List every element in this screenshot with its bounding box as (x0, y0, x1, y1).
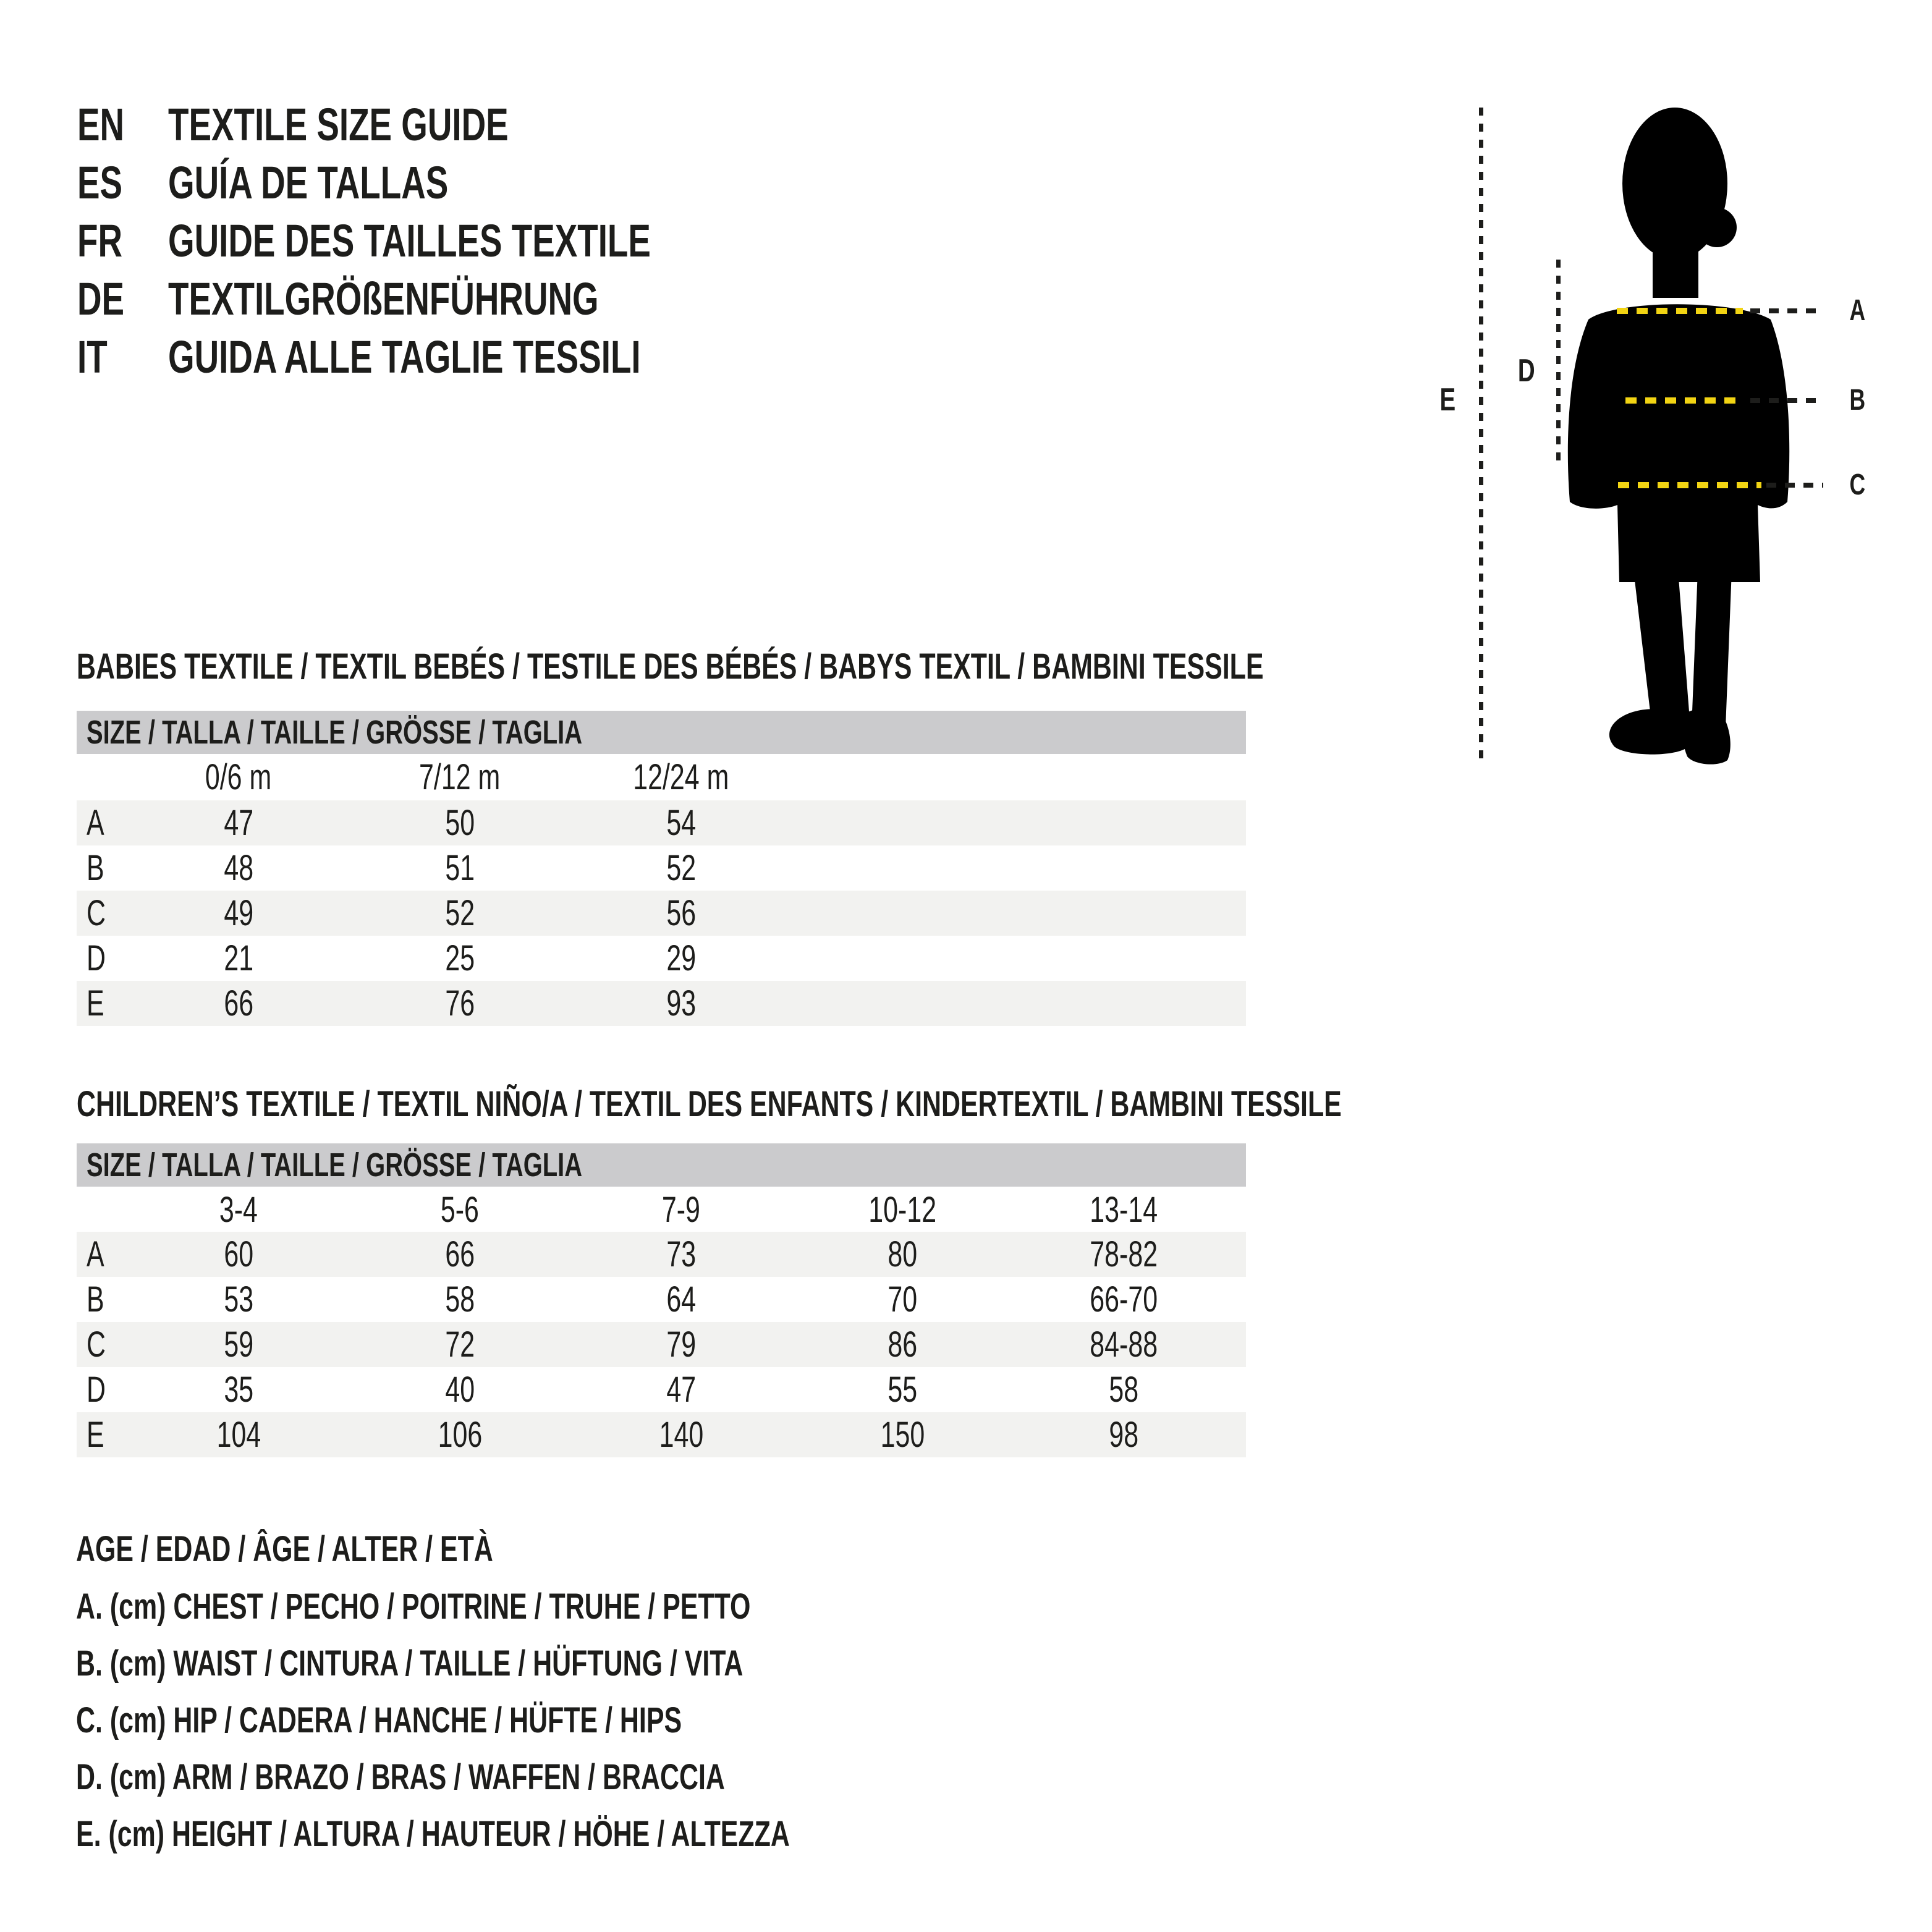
cell: 72 (445, 1324, 475, 1365)
table-row (77, 1277, 1246, 1322)
cell: 66-70 (1090, 1279, 1158, 1320)
language-code: FR (77, 215, 123, 266)
legend-line-age: AGE / EDAD / ÂGE / ALTER / ETÀ (76, 1529, 493, 1569)
row-label: D (87, 938, 106, 978)
cell: 52 (445, 893, 475, 933)
cell: 140 (659, 1415, 703, 1455)
cell: 47 (666, 1370, 696, 1410)
cell: 79 (666, 1324, 696, 1365)
table-row (77, 891, 1246, 936)
table-row (77, 800, 1246, 845)
cell: 93 (666, 983, 696, 1023)
cell: 78-82 (1090, 1234, 1158, 1274)
cell: 40 (445, 1370, 475, 1410)
table-row (77, 845, 1246, 891)
children-section-title: CHILDREN’S TEXTILE / TEXTIL NIÑO/A / TEXTIL DES ENFANTS / KINDERTEXTIL / BAMBINI TESSILE (77, 1084, 1342, 1124)
children-column-header-row (77, 1187, 1246, 1233)
language-code: EN (77, 99, 125, 150)
column-header: 0/6 m (205, 757, 272, 797)
cell: 60 (224, 1234, 253, 1274)
cell: 86 (888, 1324, 917, 1365)
table-row (77, 1232, 1246, 1277)
row-label: C (87, 1324, 106, 1365)
height-line-label: E (1439, 382, 1455, 418)
babies-section-title: BABIES TEXTILE / TEXTIL BEBÉS / TESTILE DES BÉBÉS / BABYS TEXTIL / BAMBINI TESSILE (77, 646, 1264, 687)
cell: 53 (224, 1279, 253, 1320)
cell: 48 (224, 848, 253, 888)
cell: 51 (445, 848, 475, 888)
legend-line-hip: C. (cm) HIP / CADERA / HANCHE / HÜFTE / HIPS (76, 1700, 682, 1740)
cell: 21 (224, 938, 253, 978)
row-label: C (87, 893, 106, 933)
language-code: ES (77, 157, 123, 208)
table-row (77, 1412, 1246, 1457)
language-code: IT (77, 331, 108, 383)
table-row (77, 936, 1246, 981)
cell: 59 (224, 1324, 253, 1365)
column-header: 5-6 (440, 1190, 480, 1230)
cell: 98 (1109, 1415, 1138, 1455)
row-label: A (87, 803, 104, 843)
language-title: TEXTILGRÖßENFÜHRUNG (168, 273, 599, 324)
cell: 150 (880, 1415, 925, 1455)
language-title: GUIDE DES TAILLES TEXTILE (168, 215, 651, 266)
cell: 106 (438, 1415, 482, 1455)
waist-line-label: B (1849, 384, 1865, 417)
language-title: TEXTILE SIZE GUIDE (168, 99, 509, 150)
row-label: D (87, 1370, 106, 1410)
cell: 80 (888, 1234, 917, 1274)
cell: 64 (666, 1279, 696, 1320)
cell: 52 (666, 848, 696, 888)
children-size-header-bar: SIZE / TALLA / TAILLE / GRÖSSE / TAGLIA (77, 1143, 1246, 1187)
table-row (77, 1322, 1246, 1367)
cell: 29 (666, 938, 696, 978)
legend-line-chest: A. (cm) CHEST / PECHO / POITRINE / TRUHE / PETTO (76, 1587, 751, 1627)
cell: 84-88 (1090, 1324, 1158, 1365)
chest-line-label: A (1849, 294, 1865, 327)
cell: 49 (224, 893, 253, 933)
row-label: B (87, 1279, 104, 1320)
waist-line-black-dashes (1750, 398, 1823, 403)
cell: 66 (224, 983, 253, 1023)
waist-line-yellow-dashes (1625, 397, 1737, 404)
row-label: E (87, 1415, 104, 1455)
language-title: GUIDA ALLE TAGLIE TESSILI (168, 331, 641, 383)
column-header: 12/24 m (633, 757, 729, 797)
cell: 58 (1109, 1370, 1138, 1410)
legend-line-arm: D. (cm) ARM / BRAZO / BRAS / WAFFEN / BRACCIA (76, 1757, 725, 1797)
cell: 54 (666, 803, 696, 843)
table-row (77, 1367, 1246, 1412)
hip-line-label: C (1849, 468, 1865, 501)
column-header: 3-4 (219, 1190, 258, 1230)
hip-line-yellow-dashes (1618, 482, 1761, 488)
babies-column-header-row (77, 754, 1246, 800)
legend-line-waist: B. (cm) WAIST / CINTURA / TAILLE / HÜFTUNG / VITA (76, 1643, 744, 1684)
column-header: 7-9 (661, 1190, 701, 1230)
cell: 47 (224, 803, 253, 843)
row-label: B (87, 848, 104, 888)
cell: 35 (224, 1370, 253, 1410)
legend-line-height: E. (cm) HEIGHT / ALTURA / HAUTEUR / HÖHE / ALTEZZA (76, 1814, 790, 1854)
column-header: 13-14 (1090, 1190, 1158, 1230)
hip-line-black-dashes (1766, 483, 1823, 488)
row-label: A (87, 1234, 104, 1274)
cell: 104 (216, 1415, 261, 1455)
cell: 58 (445, 1279, 475, 1320)
cell: 50 (445, 803, 475, 843)
chest-line-yellow-dashes (1617, 308, 1743, 314)
babies-size-header-bar: SIZE / TALLA / TAILLE / GRÖSSE / TAGLIA (77, 711, 1246, 754)
column-header: 10-12 (868, 1190, 936, 1230)
cell: 70 (888, 1279, 917, 1320)
row-label: E (87, 983, 104, 1023)
table-row (77, 981, 1246, 1026)
language-title: GUÍA DE TALLAS (168, 157, 449, 208)
cell: 73 (666, 1234, 696, 1274)
cell: 55 (888, 1370, 917, 1410)
cell: 56 (666, 893, 696, 933)
cell: 66 (445, 1234, 475, 1274)
cell: 76 (445, 983, 475, 1023)
arm-line-label: D (1518, 353, 1535, 389)
chest-line-black-dashes (1750, 308, 1823, 313)
column-header: 7/12 m (419, 757, 501, 797)
cell: 25 (445, 938, 475, 978)
language-code: DE (77, 273, 125, 324)
